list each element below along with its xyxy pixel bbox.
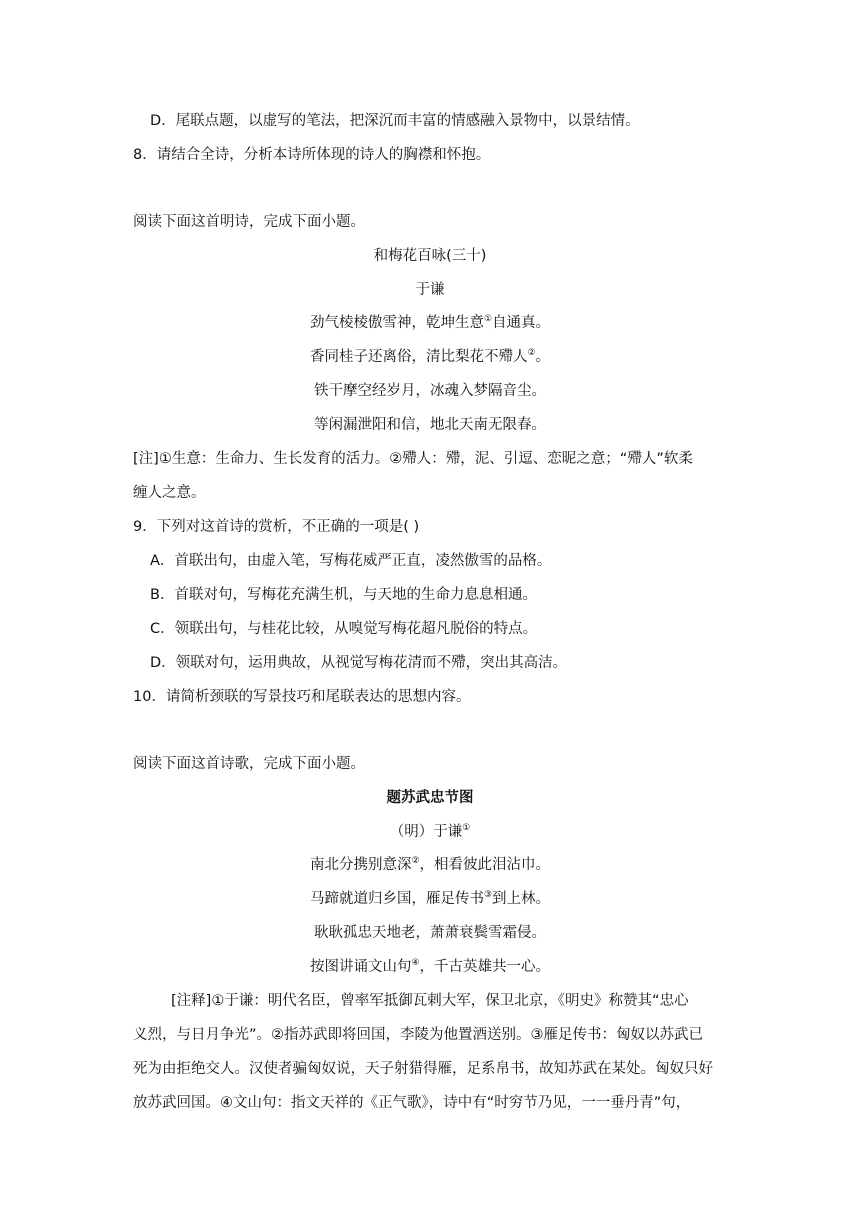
- option-d-prev: D．尾联点题，以虚写的笔法，把深沉而丰富的情感融入景物中，以景结情。: [150, 113, 640, 129]
- poem2-note-line3: 死为由拒绝交人。汉使者骗匈奴说，天子射猎得雁，足系帛书，故知苏武在某处。匈奴只好: [133, 1061, 713, 1077]
- poem1-note-line2: 缠人之意。: [133, 485, 206, 501]
- poem2-author: （明）于谦①: [389, 823, 471, 840]
- option-a: A．首联出句，由虚入笔，写梅花威严正直，凌然傲雪的品格。: [150, 553, 552, 569]
- poem2-note-line1: [注释]①于谦：明代名臣，曾率军抵御瓦剌大军，保卫北京，《明史》称赞其“忠心: [171, 993, 689, 1009]
- poem2-line1: 南北分携别意深②，相看彼此泪沾巾。: [309, 856, 551, 873]
- question-9: 9．下列对这首诗的赏析，不正确的一项是( ): [133, 519, 420, 535]
- poem2-title: 题苏武忠节图: [386, 790, 474, 806]
- poem1-title: 和梅花百咏(三十): [373, 248, 487, 264]
- poem1-note-line1: [注]①生意：生命力、生长发育的活力。②殢人：殢，泥、引逗、恋昵之意；“殢人”软柔: [133, 451, 693, 467]
- poem2-note-line2: 义烈，与日月争光”。②指苏武即将回国，李陵为他置酒送别。③雁足传书：匈奴以苏武已: [133, 1027, 704, 1043]
- option-c: C．领联出句，与桂花比较，从嗅觉写梅花超凡脱俗的特点。: [150, 621, 538, 637]
- question-8: 8．请结合全诗，分析本诗所体现的诗人的胸襟和怀抱。: [133, 147, 491, 163]
- option-b: B．首联对句，写梅花充满生机，与天地的生命力息息相通。: [150, 587, 537, 603]
- poem2-line3: 耿耿孤忠天地老，萧萧衰鬓雪霜侵。: [314, 925, 546, 941]
- poem2-line4: 按图讲诵文山句④，千古英雄共一心。: [309, 958, 551, 975]
- option-d: D．领联对句，运用典故，从视觉写梅花清而不殢，突出其高洁。: [150, 655, 568, 671]
- poem1-line4: 等闲漏泄阳和信，地北天南无限春。: [314, 417, 546, 433]
- poem1-author: 于谦: [415, 282, 445, 298]
- poem2-note-line4: 放苏武回国。④文山句：指文天祥的《正气歌》，诗中有“时穷节乃见，一一垂丹青”句，: [133, 1095, 691, 1111]
- question-10: 10．请简析颈联的写景技巧和尾联表达的思想内容。: [133, 689, 471, 705]
- poem1-line3: 铁干摩空经岁月，冰魂入梦隔音尘。: [314, 383, 546, 399]
- poem2-intro: 阅读下面这首诗歌，完成下面小题。: [133, 756, 365, 772]
- poem1-line1: 劲气棱棱傲雪神，乾坤生意①自通真。: [309, 314, 551, 331]
- poem1-intro: 阅读下面这首明诗，完成下面小题。: [133, 214, 365, 230]
- poem2-line2: 马蹄就道归乡国，雁足传书③到上林。: [309, 890, 551, 907]
- poem1-line2: 香同桂子还离俗，清比梨花不殢人②。: [309, 348, 551, 365]
